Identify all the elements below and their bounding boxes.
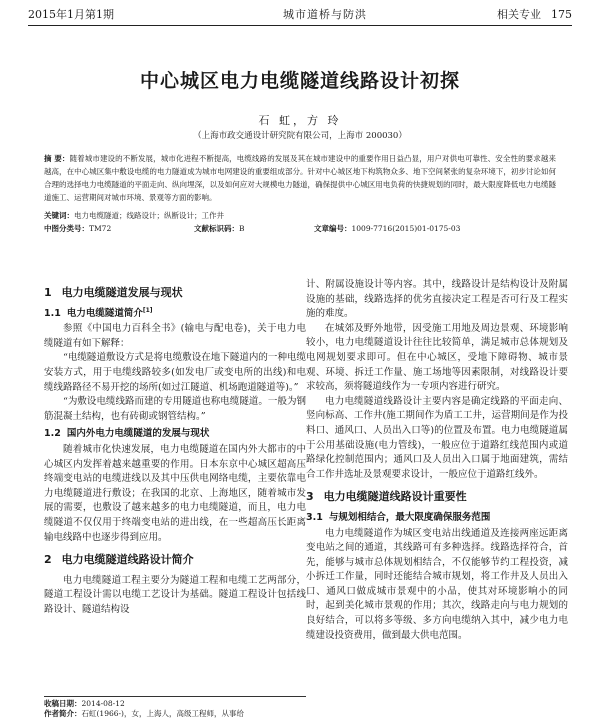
received-label: 收稿日期： [44,699,82,708]
received-date [44,699,306,709]
page-number: 175 [551,8,572,21]
article-number-label: 文章编号： [314,224,352,233]
section-number: 3 [306,490,314,504]
clc-label: 中图分类号： [44,224,89,233]
article-number [314,223,460,235]
section-heading-3 [306,490,568,505]
paragraph: 电力电缆隧道线路设计主要内容是确定线路的平面走向、竖向标高、工作井(施工期间作为盾工工井，运营期间是作为投料口、通风口、人员出入口等)的位置及布置。电力电缆隧道属于公用基础设施(电力管线)，一般应位于道路红线范围内或道路绿化控制范围内；通风口及人员出入口属于地面建筑，需结合工作井选址及景观要求设计，一般应位于道路红线外。 [306,395,568,480]
paragraph: 参照《中国电力百科全书》(输电与配电卷)，关于电力电缆隧道有如下解释： [44,323,306,349]
clc-code [44,223,111,235]
doc-label: 文献标识码： [194,224,239,233]
paragraph: 电力电缆隧道作为城区变电站出线通道及连接两座远距离变电站之间的通道，其线路可有多种选择。线路选择符合，首先，能够与城市总体规划相结合，不仅能够节约工程投资，减小拆迁工作量，同时还能结合城市规划，将工作井及人员出入口、通风口做成城市景观中的小品，使其对环境影响小的同时，起到美化城市景观的作用；其次，线路走向与电力规划的良好结合，可以将多等级、多方向电缆纳入其中，减少电力电缆建设投资费用，做到最大供电范围。 [306,527,568,641]
received-value: 2014-08-12 [81,699,125,708]
article-affiliation: （上海市政交通设计研究院有限公司，上海市 200030） [193,131,407,141]
doc-value: B [239,224,245,233]
section-title: 电力电缆隧道发展与现状 [61,286,183,299]
paragraph: “为敷设电缆线路而建的专用隧道也称电缆隧道。一般为钢筋混凝土结构，也有砖砌或钢管结构。” [44,396,306,422]
right-column [306,278,568,643]
section-number: 2 [44,553,52,567]
article-authors: 石 虹，方 玲 [258,114,342,127]
subsection-heading-1-1 [44,307,306,322]
subsection-title: 国内外电力电缆隧道的发展与现状 [66,428,210,440]
subsection-heading-3-1 [306,511,568,526]
article-number-value: 1009-7716(2015)01-0175-03 [351,224,461,233]
doc-code [194,223,245,235]
header-right [487,6,572,24]
section-heading-1 [44,286,306,301]
subsection-number: 1.2 [44,428,61,440]
paragraph: 电力电缆隧道工程主要分为隧道工程和电缆工艺两部分，隧道工程设计需以电缆工艺设计为基础。隧道工程设计包括线路设计、隧道结构设 [44,574,306,615]
issue-label: 2015年1月第1期 [28,8,114,21]
abstract-text: 随着城市建设的不断发展，城市化进程不断提高，电缆线路的发展及其在城市建设中的重要作用日益凸显，用户对供电可靠性、安全性的要求越来越高，在中心城区集中敷设电缆的电力隧道成为城市电网建设的重要组成部分。针对中心城区地下构筑物众多、地下空间紧张的复杂环境下，初步讨论如何合理的选择电力电缆隧道的平面走向、纵向埋深，以及如何应对大规模电力隧道，确保提供中心城区用电负荷的快捷规划的同时，最大限度降低电力电缆隧道施工、运营期间对城市环境、景观等方面的影响。 [44,154,556,202]
keywords [44,210,556,222]
paragraph: “电缆隧道敷设方式是将电缆敷设在地下隧道内的一种电缆安装方式，用于电缆线路较多(如发电厂或变电所的出线)和电缆线路路径不易开挖的场所(如过江隧道、机场跑道隧道等)。” [44,352,306,393]
abstract-label: 摘 要： [44,154,70,163]
bio-label: 作者简介： [44,709,82,718]
section-heading-2 [44,553,306,568]
abstract [44,152,556,204]
citation-ref: [1] [142,306,153,314]
subsection-number: 1.1 [44,307,61,319]
paragraph: 随着城市化快速发展，电力电缆隧道在国内外大都市的中心城区内发挥着越来越重要的作用。日本东京中心城区超高压终端变电站的电缆进线以及其中压供电网络电缆，主要依靠电力电缆隧道进行敷设；在我国的北京、上海地区，随着城市发展的需要，也敷设了越来越多的电力电缆隧道，而且，电力电缆隧道不仅仅用于终端变电站的进出线，在一些超高压长距离输电线路中也逐步得到应用。 [44,443,306,543]
subsection-title: 电力电缆隧道简介 [66,307,143,319]
bio-value: 石虹(1966-)，女，上海人，高级工程师，从事给 [81,709,244,718]
subsection-heading-1-2 [44,427,306,442]
left-column [44,278,306,617]
paragraph: 在城郊及野外地带，因受施工用地及周边景观、环境影响较小，电力电缆隧道设计往往比较简单，满足城市总体规划及电网规划要求即可。但在中心城区，受地下障碍物、城市景观、环境、拆迁工作量、施工场地等因素限制，对线路设计要求较高，须将隧道线作为一专项内容进行研究。 [306,322,568,393]
clc-value: TM72 [89,224,112,233]
subsection-number: 3.1 [306,511,323,523]
paragraph: 计、附属设施设计等内容。其中，线路设计是结构设计及附属设施的基础，线路选择的优劣直接决定工程是否可行及工程实施的难度。 [306,279,568,320]
article-title: 中心城区电力电缆隧道线路设计初探 [139,70,460,92]
category-label: 相关专业 [497,8,541,21]
section-number: 1 [44,286,52,299]
keywords-label: 关键词： [44,211,74,220]
journal-name: 城市道桥与防洪 [283,8,367,21]
running-header [28,6,572,26]
keywords-text: 电力电缆隧道；线路设计；纵断设计；工作井 [74,211,224,220]
subsection-title: 与规划相结合，最大限度确保服务范围 [328,511,491,523]
author-bio [44,709,306,719]
section-title: 电力电缆隧道线路设计简介 [61,553,194,567]
section-title: 电力电缆隧道线路设计重要性 [323,490,467,504]
footnote [44,696,306,719]
